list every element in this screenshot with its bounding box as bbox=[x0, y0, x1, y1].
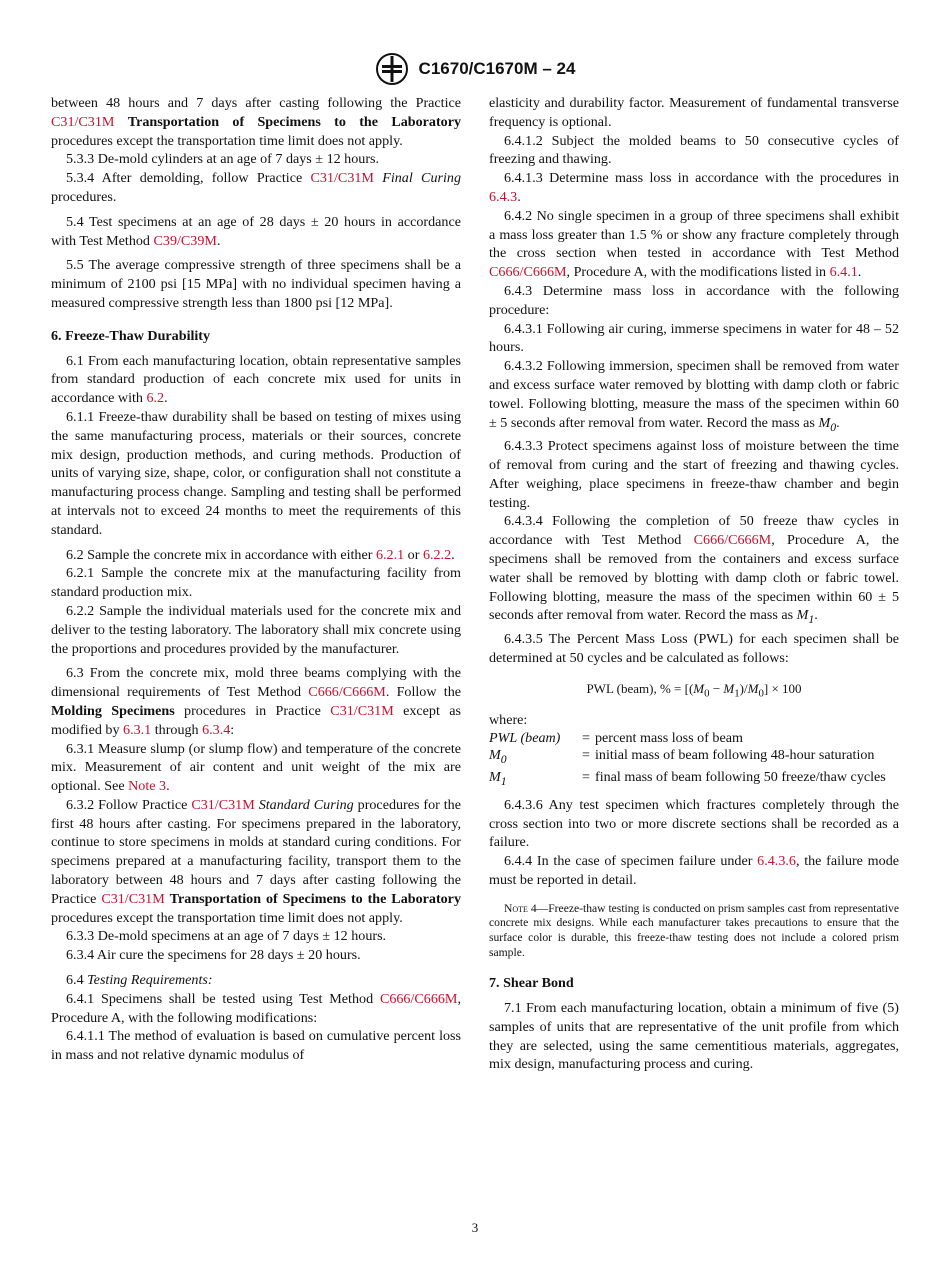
page-header bbox=[0, 52, 950, 86]
paragraph-6-3-3: 6.3.3 De-mold specimens at an age of 7 days ± 12 hours. bbox=[66, 928, 387, 945]
paragraph-5-5: 5.5 The average compressive strength of three specimens shall be a minimum of 2100 psi [15 MPa] with no individual specimen having a measured compressive strength less than 1800 psi [12 MPa]. bbox=[51, 257, 461, 311]
paragraph-6-3-1: 6.3.1 Measure slump (or slump flow) and temperature of the concrete mix. Measurement of air content and unit weight of the mix are optional. See Note 3. bbox=[51, 740, 461, 795]
standard-designation: C1670/C1670M – 24 bbox=[418, 59, 576, 78]
ref-link[interactable]: 6.2.2 bbox=[422, 546, 452, 563]
definition-row: $M_1$ = final mass of beam following 50 freeze/thaw cycles bbox=[489, 768, 886, 788]
ref-link[interactable]: C31/C31M bbox=[51, 113, 115, 130]
definition-row: PWL (beam) = percent mass loss of beam bbox=[489, 729, 743, 746]
pwl-equation: PWL (beam), % = $[(M_0 - M_1)/M_0] \times 100$ bbox=[586, 680, 802, 700]
paragraph-6-3: 6.3 From the concrete mix, mold three beams complying with the dimensional requirements of Test Method C666/C666M. Follow the Molding Specimens procedures in Practice C31/C31M except as modified by 6.3.1 through 6.3.4: bbox=[51, 665, 461, 738]
paragraph-5-4: 5.4 Test specimens at an age of 28 days ± 20 hours in accordance with Test Method C39/C39M. bbox=[51, 213, 461, 249]
paragraph-7-1: 7.1 From each manufacturing location, obtain a minimum of five (5) samples of units that are representative of the unit profile from which they are selected, using the same cementitious materials, aggregates, mix design, manufacturing process and curing. bbox=[489, 1000, 899, 1073]
ref-link[interactable]: C666/C666M bbox=[379, 990, 458, 1007]
paragraph-5-3-3: 5.3.3 De-mold cylinders at an age of 7 days ± 12 hours. bbox=[66, 151, 380, 168]
paragraph-6-4: 6.4 Testing Requirements: bbox=[66, 972, 213, 989]
paragraph-6-1: 6.1 From each manufacturing location, obtain representative samples from standard production of each concrete mix used for units in accordance with 6.2. bbox=[51, 352, 461, 407]
paragraph-continued: between 48 hours and 7 days after casting following the Practice C31/C31M Transportation of Specimens to the Laboratory procedures except the transportation time limit does not apply. bbox=[51, 95, 461, 149]
ref-link[interactable]: C666/C666M bbox=[693, 532, 772, 549]
definition-row: $M_0$ = initial mass of beam following 48-hour saturation bbox=[489, 747, 875, 767]
ref-link[interactable]: C31/C31M bbox=[330, 702, 394, 719]
where-label: where: bbox=[489, 711, 528, 728]
ref-link[interactable]: 6.3.1 bbox=[123, 721, 152, 738]
paragraph-continued: elasticity and durability factor. Measurement of fundamental transverse frequency is optional. bbox=[489, 95, 899, 130]
section-heading-6: 6. Freeze-Thaw Durability bbox=[51, 327, 211, 344]
astm-logo-icon bbox=[375, 52, 409, 86]
paragraph-6-4-1-2: 6.4.1.2 Subject the molded beams to 50 consecutive cycles of freezing and thawing. bbox=[489, 132, 899, 168]
paragraph-6-3-2: 6.3.2 Follow Practice C31/C31M Standard Curing procedures for the first 48 hours after casting. For specimens prepared in the laboratory, continue to store specimens in molds at standard curing conditions. For specimens prepared at a manufacturing facility, transport them to the laboratory between 48 hours and 7 days after casting following the Practice C31/C31M Transportation of Specimens to the Laboratory procedures except the transportation time limit does not apply. bbox=[51, 796, 461, 926]
ref-link[interactable]: C39/C39M bbox=[153, 232, 217, 249]
page-number: 3 bbox=[471, 1220, 479, 1235]
variable-definitions bbox=[489, 730, 899, 790]
ref-link[interactable]: 6.4.1 bbox=[829, 264, 858, 281]
ref-link[interactable]: 6.4.3 bbox=[489, 188, 518, 205]
ref-link[interactable]: 6.3.4 bbox=[202, 721, 231, 738]
paragraph-6-3-4: 6.3.4 Air cure the specimens for 28 days ± 20 hours. bbox=[66, 947, 361, 964]
paragraph-6-4-3-1: 6.4.3.1 Following air curing, immerse specimens in water for 48 – 52 hours. bbox=[489, 320, 899, 356]
paragraph-6-4-3-2: 6.4.3.2 Following immersion, specimen shall be removed from water and excess surface water removed by blotting with damp cloth or fabric towel. Following blotting, measure the mass of the specimen within 60 ± 5 seconds after removal from water. Record the mass as $M_0$. bbox=[489, 358, 899, 434]
note-4: Note 4—Freeze-thaw testing is conducted on prism samples cast from representative concrete mix designs. While each manufacturer takes precautions to ensure that the surface color is durable, this freeze-thaw testing does not include a colored prism sample. bbox=[489, 901, 899, 959]
ref-link[interactable]: C31/C31M bbox=[101, 890, 165, 907]
paragraph-6-4-3-5: 6.4.3.5 The Percent Mass Loss (PWL) for each specimen shall be determined at 50 cycles and be calculated as follows: bbox=[489, 630, 899, 666]
paragraph-6-2-2: 6.2.2 Sample the individual materials used for the concrete mix and deliver to the testing laboratory. The laboratory shall mix concrete using the proportions and procedures provided by the manufacturer. bbox=[51, 602, 461, 657]
ref-link[interactable]: C666/C666M bbox=[308, 684, 386, 701]
paragraph-6-4-1: 6.4.1 Specimens shall be tested using Test Method C666/C666M, Procedure A, with the following modifications: bbox=[51, 990, 461, 1026]
paragraph-6-2-1: 6.2.1 Sample the concrete mix at the manufacturing facility from standard production mix. bbox=[51, 565, 461, 601]
paragraph-6-4-3-4: 6.4.3.4 Following the completion of 50 freeze thaw cycles in accordance with Test Method C666/C666M, Procedure A, the specimens shall be removed from the containers and excess surface water shall be removed by blotting with damp cloth or fabric towel. Following blotting, measure the mass of the specimen within 60 ± 5 seconds after removal from water. Record the mass as $M_1$. bbox=[489, 513, 899, 627]
paragraph-6-4-3: 6.4.3 Determine mass loss in accordance with the following procedure: bbox=[489, 282, 899, 318]
ref-link[interactable]: 6.2 bbox=[146, 390, 165, 407]
paragraph-6-4-4: 6.4.4 In the case of specimen failure under 6.4.3.6, the failure mode must be reported in detail. bbox=[489, 853, 899, 889]
paragraph-6-4-1-3: 6.4.1.3 Determine mass loss in accordance with the procedures in 6.4.3. bbox=[489, 170, 899, 205]
paragraph-6-4-3-6: 6.4.3.6 Any test specimen which fractures completely through the cross section into two or more discrete sections shall be recorded as a failure. bbox=[489, 796, 899, 851]
ref-link[interactable]: C666/C666M bbox=[489, 264, 567, 281]
paragraph-6-4-3-3: 6.4.3.3 Protect specimens against loss of moisture between the time of removal from curing and the start of freezing and thawing cycles. After weighing, place specimens in freeze-thaw chamber and begin testing. bbox=[489, 438, 899, 511]
ref-link[interactable]: 6.4.3.6 bbox=[757, 853, 796, 870]
paragraph-5-3-4: 5.3.4 After demolding, follow Practice C31/C31M Final Curing procedures. bbox=[51, 170, 461, 205]
section-heading-7: 7. Shear Bond bbox=[489, 975, 574, 992]
paragraph-6-4-1-1: 6.4.1.1 The method of evaluation is based on cumulative percent loss in mass and not relative dynamic modulus of bbox=[51, 1028, 461, 1064]
ref-link[interactable]: C31/C31M bbox=[310, 170, 374, 187]
left-column bbox=[51, 94, 461, 1065]
paragraph-6-2: 6.2 Sample the concrete mix in accordance with either 6.2.1 or 6.2.2. bbox=[66, 546, 455, 563]
paragraph-6-4-2: 6.4.2 No single specimen in a group of three specimens shall exhibit a mass loss greater than 1.5 % or show any fracture completely through the cross section when tested in accordance with Test Method C666/C666M, Procedure A, with the modifications listed in 6.4.1. bbox=[489, 207, 899, 281]
right-column bbox=[489, 94, 899, 1074]
paragraph-6-1-1: 6.1.1 Freeze-thaw durability shall be based on testing of mixes using the same manufacturing process, materials or their sources, concrete mix design, production methods, and curing methods. Production of units of varying size, shape, color, or configuration shall not constitute a manufacturing process change. Sampling and testing shall be performed at intervals not to exceed 24 months to meet the requirements of this standard. bbox=[51, 408, 461, 538]
ref-link[interactable]: C31/C31M bbox=[191, 796, 255, 813]
ref-link[interactable]: 6.2.1 bbox=[375, 546, 405, 563]
note-link[interactable]: Note 3 bbox=[128, 778, 167, 795]
